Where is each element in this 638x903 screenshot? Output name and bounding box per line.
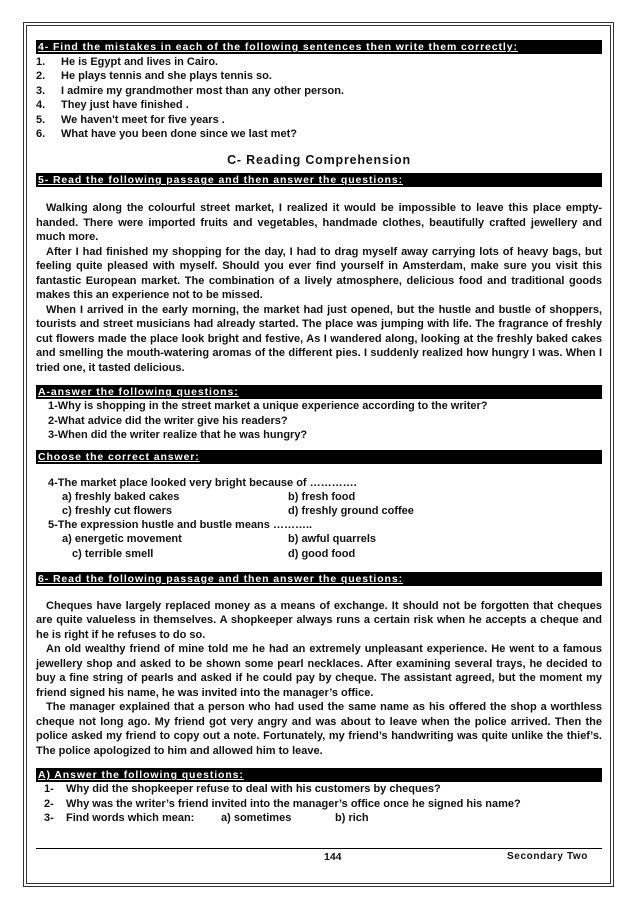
paragraph: Cheques have largely replaced money as a means of exchange. It should not be forgotten that cheques are quite valueless in themselves. A shopkeeper always runs a certain risk when he accepts a cheque and he is right if he refuses to do so. [36, 599, 602, 641]
list-item: 2. He plays tennis and she plays tennis so. [36, 70, 272, 83]
page-number: 144 [324, 851, 342, 863]
footer-subtitle: Secondary Two [507, 851, 588, 862]
question: 1-Why is shopping in the street market a unique experience according to the writer? [48, 400, 488, 413]
choose-heading: Choose the correct answer: [36, 450, 602, 464]
task4-heading: 4- Find the mistakes in each of the following sentences then write them correctly: [36, 40, 602, 54]
section-title: C- Reading Comprehension [227, 153, 411, 168]
question: 1- Why did the shopkeeper refuse to deal with his customers by cheques? [44, 783, 441, 796]
task6-questions [36, 782, 602, 825]
list-item: 6. What have you been done since we last met? [36, 128, 297, 141]
mcq-options-row: c) freshly cut flowers d) freshly ground coffee [62, 505, 414, 518]
list-item: 1. He is Egypt and lives in Cairo. [36, 56, 219, 68]
paragraph: An old wealthy friend of mine told me he had an extremely unpleasant experience. He went to a famous jewellery shop and asked to be shown some pearl necklaces. After examining several trays, he decided to buy a fine string of pearls and asked if he could pay by cheque. The assistant agreed, but the moment my friend signed his name, he was invited into the manager’s office. [36, 643, 602, 699]
page-footer [36, 848, 602, 863]
task5-questions [36, 399, 602, 442]
question: 3-When did the writer realize that he was hungry? [48, 429, 308, 442]
paragraph: After I had finished my shopping for the day, I had to drag myself away carrying lots of heavy bags, but feeling quite pleased with myself. Should you ever find yourself in Amsterdam, make sure you visit this fantastic European market. The combination of a lively atmosphere, delicious food and traditional goods makes this an experience not to be missed. [36, 245, 602, 302]
mcq-options-row: a) energetic movement b) awful quarrels [62, 533, 377, 546]
question: 2- Why was the writer’s friend invited into the manager’s office once he signed his name? [44, 797, 521, 810]
question: 3- Find words which mean: a) sometimes b) rich [44, 812, 369, 825]
task5-answer-heading: A-answer the following questions: [36, 385, 602, 399]
passage-market [36, 201, 602, 375]
paragraph: When I arrived in the early morning, the market had just opened, but the hustle and bustle of shoppers, tourists and street musicians had already started. The place was jumping with life. The fragrance of freshly cut flowers made the place look bright and festive, As I wandered along, looking at the freshly baked cakes and smelling the mouth-watering aromas of the different pies. I suddenly realized how hungry I was. When I tried one, it tasted delicious. [36, 303, 602, 374]
task6-answer-heading: A) Answer the following questions: [36, 768, 602, 782]
list-item: 5. We haven't meet for five years . [36, 113, 225, 126]
mcq-options-row: c) terrible smell d) good food [72, 547, 356, 560]
mcq-options-row: a) freshly baked cakes b) fresh food [62, 490, 356, 503]
paragraph: The manager explained that a person who had used the same name as his offered the shop a worthless cheque not long ago. My friend got very angry and was about to leave when the police arrived. Then the police asked my friend to copy out a note. Fortunately, my friend’s handwriting was quite unlike the thief’s. The police apologized to him and allowed him to leave. [36, 701, 602, 757]
mcq-stem: 4-The market place looked very bright because of …………. [48, 476, 357, 489]
list-item: 4. They just have finished . [36, 99, 189, 112]
mcq-block [36, 476, 602, 561]
mcq-stem: 5-The expression hustle and bustle means ……….. [48, 519, 313, 532]
passage-cheques [36, 599, 602, 759]
question: 2-What advice did the writer give his readers? [48, 414, 288, 427]
task6-heading: 6- Read the following passage and then answer the questions: [36, 572, 602, 586]
task5-heading: 5- Read the following passage and then answer the questions: [36, 173, 602, 187]
worksheet-page [36, 40, 602, 826]
paragraph: Walking along the colourful street market, I realized it would be impossible to leave this place empty-handed. There were imported fruits and vegetables, handmade clothes, beautifully crafted jewellery and much more. [36, 202, 602, 244]
task4-list [36, 55, 602, 141]
list-item: 3. I admire my grandmother most than any other person. [36, 84, 344, 97]
